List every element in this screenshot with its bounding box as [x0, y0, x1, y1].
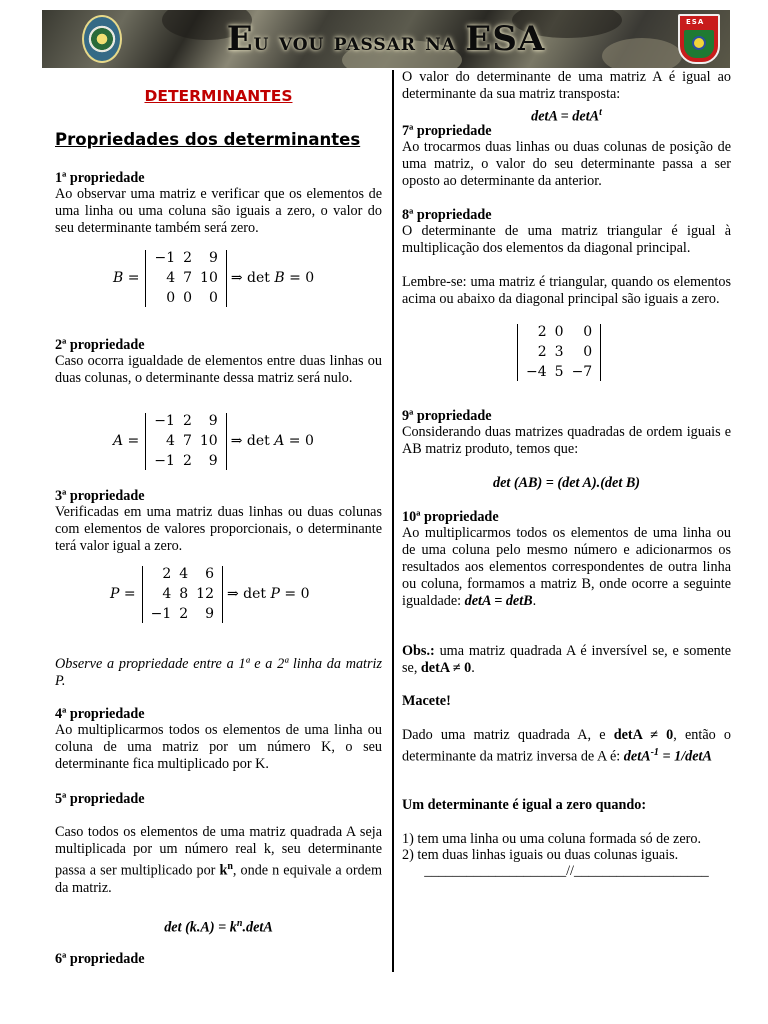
matrix-grid: [517, 324, 601, 381]
matrix-a: [113, 413, 314, 470]
prop5-text: Caso todos os elementos de uma matriz quadrada A seja multiplicada por um número real k, seu determinante passa a ser multiplicado por $k^n$, onde n equivale a ordem da matriz.: [55, 824, 382, 896]
prop4-text: Ao multiplicarmos todos os elementos de uma linha ou coluna de uma matriz por um número K, o seu determinante fica multiplicado por K.: [55, 722, 382, 772]
shield-ring: [692, 36, 706, 50]
matrix-result: ⇒ det P = 0: [227, 586, 310, 602]
matrix-cell: 2: [179, 606, 189, 622]
zero-item-2: 2) tem duas linhas iguais ou duas colunas iguais.: [402, 847, 679, 863]
matrix-cell: 0: [166, 290, 176, 306]
zero-item-1: 1) tem uma linha ou uma coluna formada só de zero.: [402, 831, 702, 847]
matrix-grid: [145, 250, 226, 307]
matrix-cell: 4: [166, 270, 176, 286]
matrix-cell: 0: [208, 290, 218, 306]
matrix-cell: 9: [208, 453, 218, 469]
prop7-text: Ao trocarmos duas linhas ou duas colunas de posição de uma matriz, o valor do seu determinante passa a ser oposto ao determinante da anterior.: [402, 139, 731, 189]
matrix-cell: 9: [208, 413, 218, 429]
prop2-text: Caso ocorra igualdade de elementos entre duas linhas ou duas colunas, o determinante dessa matriz será nulo.: [55, 353, 382, 386]
matrix-b: [113, 250, 314, 307]
matrix-cell: 2: [537, 324, 547, 340]
matrix-cell: −4: [526, 364, 547, 380]
obs-note: Obs.: uma matriz quadrada A é inversível se, e somente se, detA ≠ 0.: [402, 643, 731, 676]
prop4-heading: 4ª propriedade: [55, 706, 145, 722]
prop6-heading: 6ª propriedade: [55, 951, 145, 967]
observe-note: Observe a propriedade entre a 1ª e a 2ª linha da matriz P.: [55, 656, 382, 689]
matrix-label: P =: [110, 586, 136, 602]
triangular-note: Lembre-se: uma matriz é triangular, quando os elementos acima ou abaixo da diagonal principal são iguais a zero.: [402, 274, 731, 307]
matrix-cell: 2: [183, 250, 193, 266]
matrix-result: ⇒ det B = 0: [230, 270, 315, 286]
prop9-text: Considerando duas matrizes quadradas de ordem iguais e AB matriz produto, temos que:: [402, 424, 731, 457]
prop10-text: Ao multiplicarmos todos os elementos de uma linha ou de uma coluna pelo mesmo número e adicionarmos os resultados aos elementos correspondentes de outra linha ou coluna, formamos a matriz B, onde ocorre a seguinte igualdade: detA = detB.: [402, 525, 731, 609]
matrix-cell: 2: [537, 344, 547, 360]
prop3-heading: 3ª propriedade: [55, 488, 145, 504]
esa-shield-icon: [678, 14, 720, 64]
matrix-cell: −1: [154, 250, 176, 266]
matrix-cell: 4: [162, 586, 172, 602]
section-subtitle: Propriedades dos determinantes: [55, 130, 361, 149]
matrix-cell: 0: [583, 324, 593, 340]
end-separator: ____________________//___________________: [424, 863, 709, 879]
prop8-text: O determinante de uma matriz triangular é igual à multiplicação dos elementos da diagonal principal.: [402, 223, 731, 256]
page-title: DETERMINANTES: [144, 87, 293, 105]
matrix-cell: 4: [179, 566, 189, 582]
inverse-note: Dado uma matriz quadrada A, e detA ≠ 0, então o determinante da matriz inversa de A é: detA$^{-1}$ = 1/detA: [402, 727, 731, 765]
matrix-p: [110, 566, 309, 623]
matrix-cell: 5: [554, 364, 564, 380]
esa-shield-label: ESA: [686, 18, 705, 26]
prop1-heading: 1ª propriedade: [55, 170, 145, 186]
prop6-text: O valor do determinante de uma matriz A é igual ao determinante da sua matriz transposta:: [402, 69, 731, 102]
formula-6: detA = detA$^t$: [531, 107, 602, 125]
matrix-cell: 9: [208, 250, 218, 266]
matrix-cell: 2: [182, 413, 192, 429]
formula-9: det (AB) = (det A).(det B): [492, 475, 641, 491]
matrix-grid: [142, 566, 223, 623]
matrix-cell: 0: [554, 324, 564, 340]
matrix-cell: −1: [154, 453, 175, 469]
prop9-heading: 9ª propriedade: [402, 408, 492, 424]
banner-title: Eu vou passar na ESA: [226, 19, 546, 59]
matrix-cell: 8: [179, 586, 189, 602]
matrix-cell: 10: [199, 433, 218, 449]
prop1-text: Ao observar uma matriz e verificar que os elementos de uma linha ou uma coluna são iguais a zero, o valor do seu determinante também será zero.: [55, 186, 382, 236]
matrix-cell: −7: [571, 364, 593, 380]
prop7-heading: 7ª propriedade: [402, 123, 492, 139]
prop2-heading: 2ª propriedade: [55, 337, 145, 353]
matrix-cell: 7: [183, 270, 193, 286]
matrix-cell: 2: [182, 453, 192, 469]
matrix-cell: 10: [200, 270, 218, 286]
matrix-result: ⇒ det A = 0: [230, 433, 314, 449]
matrix-triangular: [517, 324, 601, 381]
matrix-grid: [145, 413, 226, 470]
header-banner: [42, 10, 730, 68]
macete-label: Macete!: [402, 693, 451, 709]
prop5-heading: 5ª propriedade: [55, 791, 145, 807]
column-divider: [392, 70, 394, 972]
matrix-cell: 0: [583, 344, 593, 360]
matrix-cell: 3: [554, 344, 564, 360]
matrix-cell: 7: [182, 433, 192, 449]
matrix-label: B =: [113, 270, 140, 286]
matrix-cell: −1: [154, 413, 175, 429]
prop8-heading: 8ª propriedade: [402, 207, 492, 223]
zero-title: Um determinante é igual a zero quando:: [402, 797, 647, 813]
prop10-heading: 10ª propriedade: [402, 509, 499, 525]
matrix-cell: 12: [196, 586, 214, 602]
matrix-cell: 0: [183, 290, 193, 306]
matrix-cell: 4: [166, 433, 175, 449]
matrix-cell: 6: [205, 566, 214, 582]
matrix-cell: 2: [162, 566, 172, 582]
prop3-text: Verificadas em uma matriz duas linhas ou duas colunas com elementos de valores proporcionais, o determinante terá valor igual a zero.: [55, 504, 382, 554]
matrix-cell: 9: [205, 606, 214, 622]
formula-5: $\det (k.A) = k^n.\det A$: [164, 918, 273, 936]
matrix-cell: −1: [150, 606, 172, 622]
matrix-label: A =: [113, 433, 140, 449]
